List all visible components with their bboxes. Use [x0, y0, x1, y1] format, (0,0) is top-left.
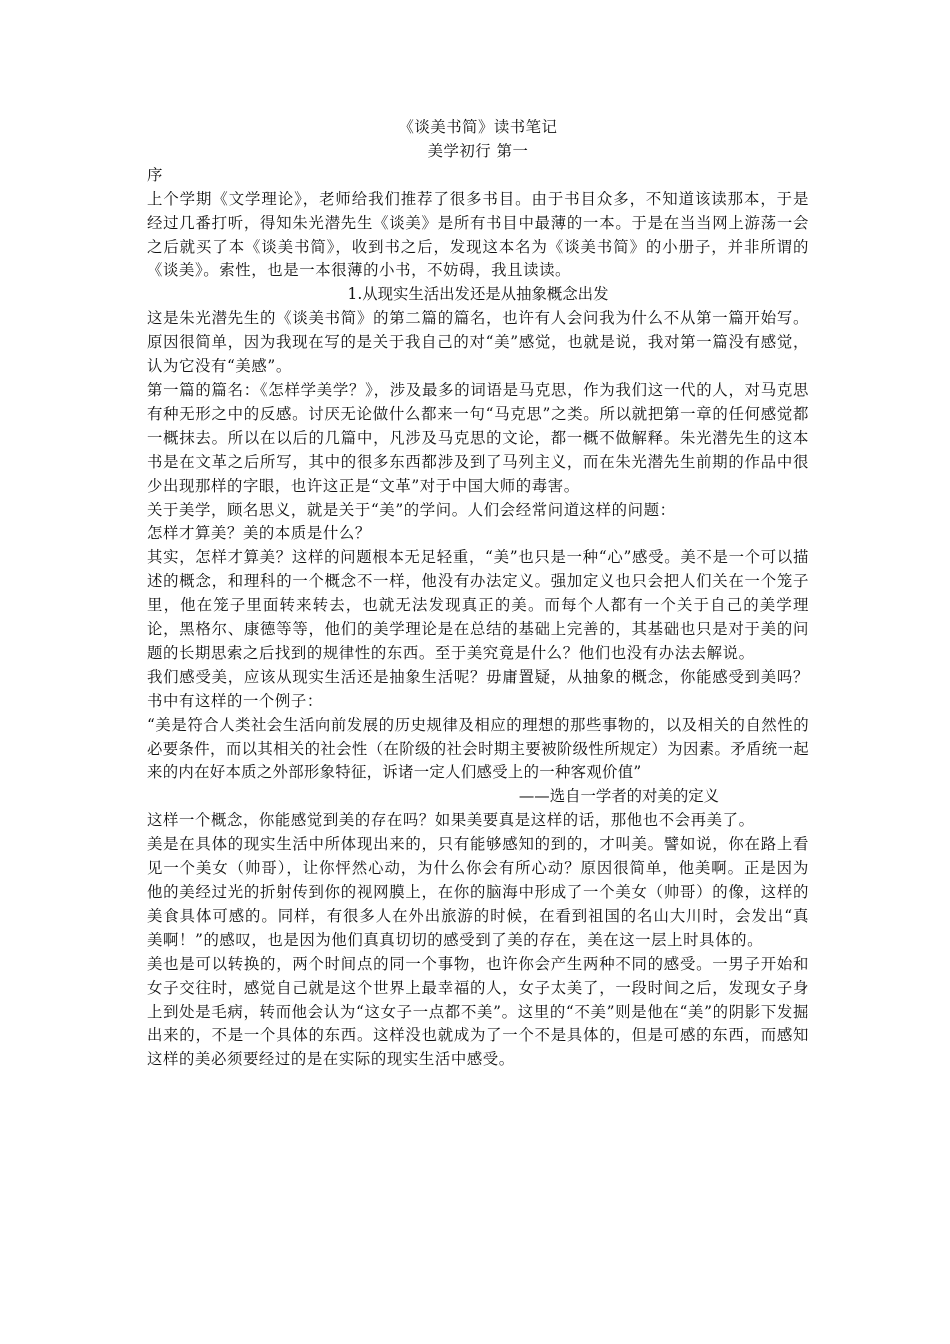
- preface-paragraph: 上个学期《文学理论》，老师给我们推荐了很多书目。由于书目众多，不知道该读那本，于是经过几番打听，得知朱光潜先生《谈美》是所有书目中最薄的一本。于是在当当网上游荡一会之后就买了本《谈美书简》，收到书之后，发现这本名为《谈美书简》的小册子，并非所谓的《谈美》。索性，也是一本很薄的小书，不妨碍，我且读读。: [147, 189, 809, 280]
- body-paragraph: 美也是可以转换的，两个时间点的同一个事物，也许你会产生两种不同的感受。一男子开始和女子交往时，感觉自己就是这个世界上最幸福的人，女子太美了，一段时间之后，发现女子身上到处是毛病，转而他会认为“这女子一点都不美”。这里的“不美”则是他在“美”的阴影下发掘出来的，不是一个具体的东西。这样没也就成为了一个不是具体的，但是可感的东西，而感知这样的美必须要经过的是在实际的现实生活中感受。: [147, 954, 809, 1069]
- quote-attribution: ——选自一学者的对美的定义: [518, 787, 719, 806]
- document-page: [147, 116, 809, 1072]
- section-heading: 1.从现实生活出发还是从抽象概念出发: [347, 285, 609, 304]
- body-paragraph: 我们感受美，应该从现实生活还是抽象生活呢？毋庸置疑，从抽象的概念，你能感受到美吗？书中有这样的一个例子：: [147, 667, 809, 710]
- body-paragraph: 美是在具体的现实生活中所体现出来的，只有能够感知的到的，才叫美。譬如说，你在路上看见一个美女（帅哥），让你怦然心动，为什么你会有所心动？原因很简单，他美啊。正是因为他的美经过光的折射传到你的视网膜上，在你的脑海中形成了一个美女（帅哥）的像，这样的美食具体可感的。同样，有很多人在外出旅游的时候，在看到祖国的名山大川时，会发出“真美啊！”的感叹，也是因为他们真真切切的感受到了美的存在，美在这一层上时具体的。: [147, 835, 809, 949]
- body-paragraph: 这样一个概念，你能感觉到美的存在吗？如果美要真是这样的话，那他也不会再美了。: [147, 811, 755, 830]
- body-paragraph: 怎样才算美？美的本质是什么？: [147, 524, 371, 543]
- body-paragraph: 关于美学，顾名思义，就是关于“美”的学问。人们会经常问道这样的问题：: [147, 500, 676, 519]
- body-paragraph: 其实，怎样才算美？这样的问题根本无足轻重，“美”也只是一种“心”感受。美不是一个可以描述的概念，和理科的一个概念不一样，他没有办法定义。强加定义也只会把人们关在一个笼子里，他在笼子里面转来转去，也就无法发现真正的美。而每个人都有一个关于自己的美学理论，黑格尔、康德等等，他们的美学理论是在总结的基础上完善的，其基础也只是对于美的问题的长期思索之后找到的规律性的东西。至于美究竟是什么？他们也没有办法去解说。: [147, 548, 809, 662]
- body-paragraph: 这是朱光潜先生的《谈美书简》的第二篇的篇名，也许有人会问我为什么不从第一篇开始写。原因很简单，因为我现在写的是关于我自己的对“美”感觉，也就是说，我对第一篇没有感觉，认为它没有“美感”。: [147, 309, 809, 376]
- definition-quote: “美是符合人类社会生活向前发展的历史规律及相应的理想的那些事物的，以及相关的自然性的必要条件，而以其相关的社会性（在阶级的社会时期主要被阶级性所规定）为因素。矛盾统一起来的内在好本质之外部形象特征，诉诸一定人们感受上的一种客观价值”: [147, 715, 809, 782]
- document-title: 《谈美书简》读书笔记: [398, 118, 558, 136]
- body-paragraph: 第一篇的篇名：《怎样学美学？》，涉及最多的词语是马克思，作为我们这一代的人，对马克思有种无形之中的反感。讨厌无论做什么都来一句“马克思”之类。所以就把第一章的任何感觉都一概抹去。所以在以后的几篇中，凡涉及马克思的文论，都一概不做解释。朱光潜先生的这本书是在文革之后所写，其中的很多东西都涉及到了马列主义，而在朱光潜先生前期的作品中很少出现那样的字眼，也许这正是“文革”对于中国大师的毒害。: [147, 380, 809, 495]
- document-subtitle: 美学初行 第一: [427, 141, 529, 160]
- preface-label: 序: [147, 165, 163, 184]
